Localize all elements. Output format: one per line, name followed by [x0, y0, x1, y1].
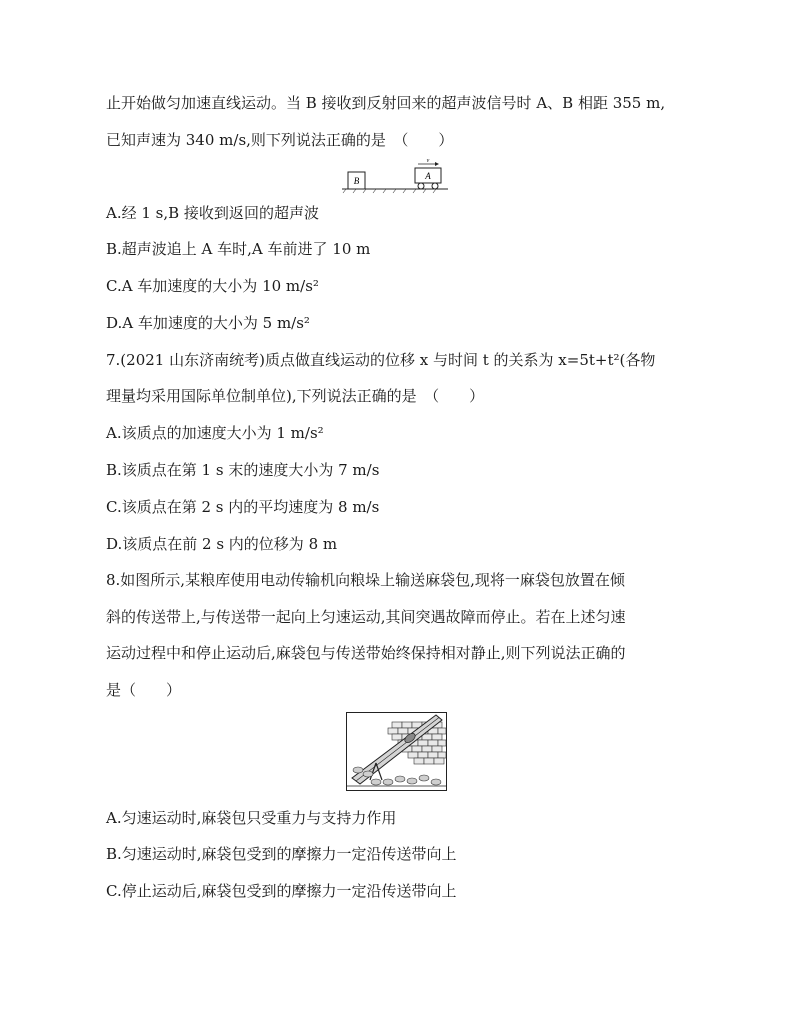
q6-stem-line-2: 已知声速为 340 m/s,则下列说法正确的是 （ ）: [106, 131, 454, 149]
q7-option-d: D.该质点在前 2 s 内的位移为 8 m: [106, 535, 338, 553]
q6-stem-line-1: 止开始做匀加速直线运动。当 B 接收到反射回来的超声波信号时 A、B 相距 355 m,: [106, 94, 666, 112]
label-a: A: [425, 171, 431, 181]
conveyor-grain-sack-figure: [346, 712, 447, 791]
q8-option-a: A.匀速运动时,麻袋包只受重力与支持力作用: [106, 809, 397, 827]
q7-stem-line-1: 7.(2021 山东济南统考)质点做直线运动的位移 x 与时间 t 的关系为 x=5t+t²(各物: [106, 351, 656, 369]
q8-stem-line-1: 8.如图所示,某粮库使用电动传输机向粮垛上输送麻袋包,现将一麻袋包放置在倾: [106, 571, 625, 589]
q6-option-a: A.经 1 s,B 接收到返回的超声波: [106, 204, 319, 222]
label-v: v: [426, 158, 430, 164]
hatched-ground: [343, 189, 436, 193]
q7-option-b: B.该质点在第 1 s 末的速度大小为 7 m/s: [106, 461, 380, 479]
car-ultrasound-figure: [340, 158, 450, 194]
q8-stem-line-3: 运动过程中和停止运动后,麻袋包与传送带始终保持相对静止,则下列说法正确的: [106, 644, 626, 662]
q6-option-c: C.A 车加速度的大小为 10 m/s²: [106, 277, 319, 295]
q7-option-a: A.该质点的加速度大小为 1 m/s²: [106, 424, 324, 442]
q7-option-c: C.该质点在第 2 s 内的平均速度为 8 m/s: [106, 498, 380, 516]
car-wheel-right: [432, 183, 438, 189]
q8-stem-line-4: 是（ ）: [106, 681, 182, 699]
label-b: B: [353, 176, 360, 186]
q8-option-b: B.匀速运动时,麻袋包受到的摩擦力一定沿传送带向上: [106, 845, 457, 863]
q8-stem-line-2: 斜的传送带上,与传送带一起向上匀速运动,其间突遇故障而停止。若在上述匀速: [106, 608, 626, 626]
car-wheel-left: [418, 183, 424, 189]
q7-stem-line-2: 理量均采用国际单位制单位),下列说法正确的是 （ ）: [106, 387, 485, 405]
q8-option-c: C.停止运动后,麻袋包受到的摩擦力一定沿传送带向上: [106, 882, 457, 900]
q6-option-d: D.A 车加速度的大小为 5 m/s²: [106, 314, 310, 332]
q6-option-b: B.超声波追上 A 车时,A 车前进了 10 m: [106, 240, 371, 258]
